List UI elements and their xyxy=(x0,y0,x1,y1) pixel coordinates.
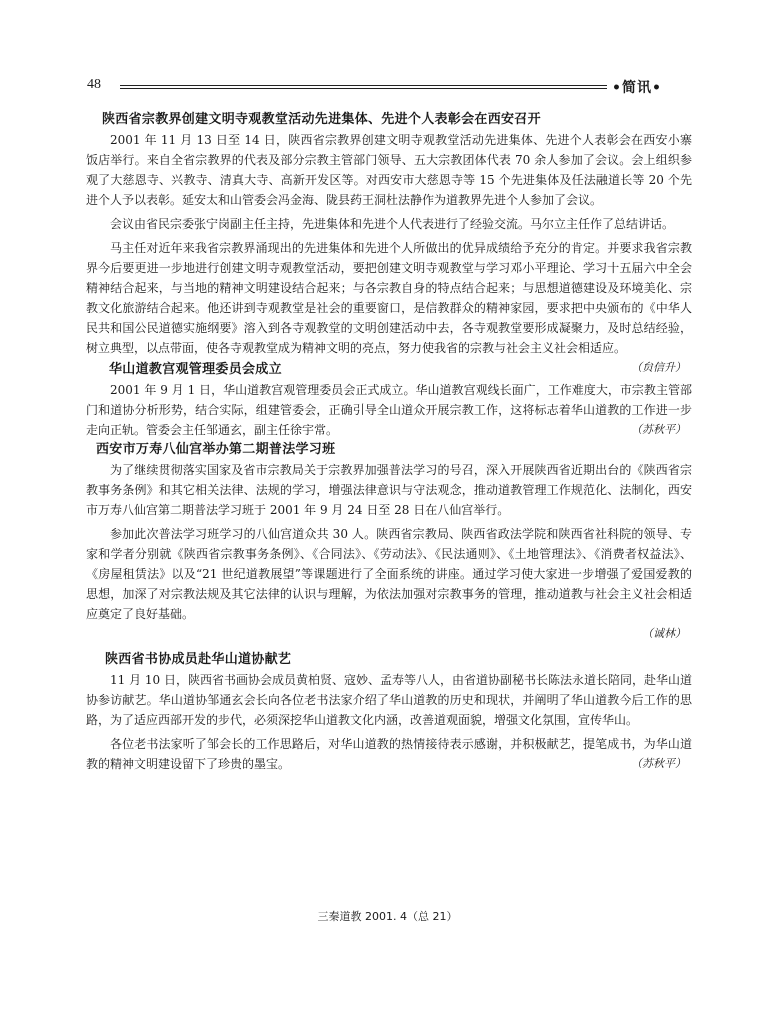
author-signature: （苏秋平） xyxy=(631,423,686,436)
article-paragraph: 2001 年 11 月 13 日至 14 日，陕西省宗教界创建文明寺观教堂活动先进集体、先进个人表彰会在西安小寨饭店举行。来自全省宗教界的代表及部分宗教主管部门领导、五大宗教团体代表 70 余人参加了会议。会上组织参观了大慈恩寺、兴教寺、清真大寺、高新开发区等。对西安市大慈恩寺等 15 个先进集体及任法融道长等 20 个先进个人予以表彰。延安太和山管委会冯金海、陇县药王洞杜法静作为道教界先进个人参加了会议。 xyxy=(86,133,692,207)
article-paragraph-text: 各位老书法家听了邹会长的工作思路后，对华山道教的热情接待表示感谢，并积极献艺，提笔成书，为华山道教的精神文明建设留下了珍贵的墨宝。 xyxy=(86,737,692,771)
article-column xyxy=(86,110,692,774)
article-paragraph-text: 马主任对近年来我省宗教界涌现出的先进集体和先进个人所做出的优异成绩给予充分的肯定。并要求我省宗教界今后要更进一步地进行创建文明寺观教堂活动，要把创建文明寺观教堂与学习邓小平理论、学习十五届六中全会精神结合起来，与当地的精神文明建设结合起来；与各宗教自身的特点结合起来；与思想道德建设及环境美化、宗教文化旅游结合起来。他还讲到寺观教堂是社会的重要窗口，是信教群众的精神家园，要求把中央颁布的《中华人民共和国公民道德实施纲要》溶入到各寺观教堂的文明创建活动中去，各寺观教堂要形成凝聚力，及时总结经验，树立典型，以点带面，使各寺观教堂成为精神文明的亮点，努力使我省的宗教与社会主义社会相适应。 xyxy=(86,241,692,355)
article-title: 西安市万寿八仙宫举办第二期普法学习班 xyxy=(96,442,336,457)
article-title: 陕西省宗教界创建文明寺观教堂活动先进集体、先进个人表彰会在西安召开 xyxy=(102,112,541,127)
header-rule xyxy=(120,85,607,89)
article-title: 华山道教宫观管理委员会成立 xyxy=(109,362,282,377)
page-number: 48 xyxy=(87,77,101,92)
author-signature: （诚林） xyxy=(642,627,686,640)
article-paragraph: 参加此次普法学习班学习的八仙宫道众共 30 人。陕西省宗教局、陕西省政法学院和陕西省社科院的领导、专家和学者分别就《陕西省宗教事务条例》、《合同法》、《劳动法》、《民法通则》、《土地管理法》、《消费者权益法》、《房屋租赁法》以及“21 世纪道教展望”等课题进行了全面系统的讲座。通过学习使大家进一步增强了爱国爱教的思想，加深了对宗教法规及其它法律的认识与理解，为依法加强对宗教事务的管理，推动道教与社会主义社会相适应奠定了良好基础。 xyxy=(86,527,692,621)
article-paragraph: 11 月 10 日，陕西省书画协会成员黄柏贤、寇妙、孟寿等八人，由省道协副秘书长陈法永道长陪同，赴华山道协参访献艺。华山道协邹通玄会长向各位老书法家介绍了华山道教的历史和现状，并阐明了华山道教今后工作的思路，为了适应西部开发的步代，必须深挖华山道教文化内涵，改善道观面貌，增强文化氛围，宣传华山。 xyxy=(86,673,692,727)
author-signature: （贠信升） xyxy=(631,361,686,374)
article-paragraph: 为了继续贯彻落实国家及省市宗教局关于宗教界加强普法学习的号召，深入开展陕西省近期出台的《陕西省宗教事务条例》和其它相关法律、法规的学习，增强法律意识与守法观念，推动道教管理工作规范化、法制化，西安市万寿八仙宫第二期普法学习班于 2001 年 9 月 24 日至 28 日在八仙宫举行。 xyxy=(86,463,692,517)
page-footer: 三秦道教 2001. 4（总 21） xyxy=(317,910,458,923)
article-paragraph xyxy=(86,380,692,440)
article-title: 陕西省书协成员赴华山道协献艺 xyxy=(105,652,292,667)
article-paragraph: 会议由省民宗委张宁岗副主任主持，先进集体和先进个人代表进行了经验交流。马尔立主任作了总结讲话。 xyxy=(110,217,675,231)
section-label: •简讯• xyxy=(612,80,662,96)
author-signature: （苏秋平） xyxy=(631,757,686,770)
article-paragraph xyxy=(86,734,692,774)
article-paragraph-text: 2001 年 9 月 1 日，华山道教宫观管理委员会正式成立。华山道教宫观线长面广，工作难度大，市宗教主管部门和道协分析形势，结合实际，组建管委会，正确引导全山道众开展宗教工作，这将标志着华山道教的工作进一步走向正轨。管委会主任邹通玄，副主任徐宇常。 xyxy=(86,383,692,437)
